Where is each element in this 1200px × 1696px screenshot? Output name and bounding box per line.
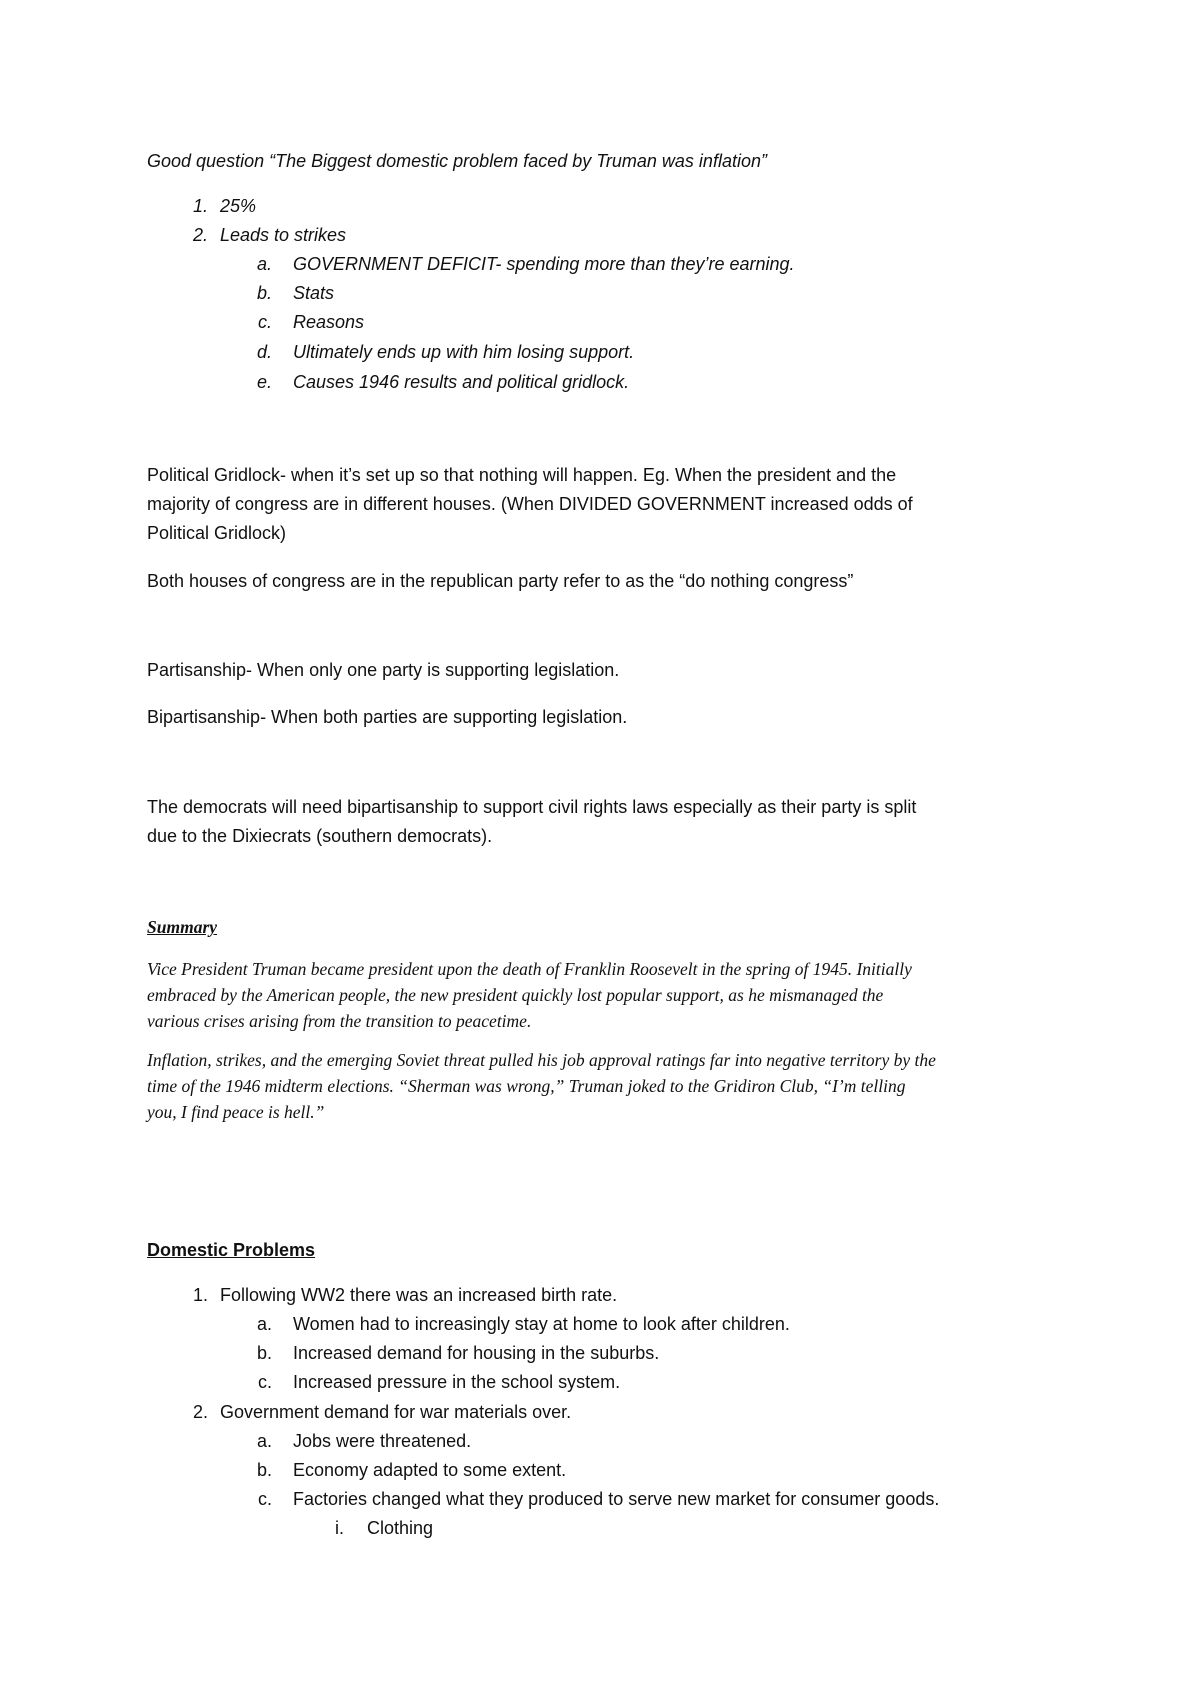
list-marker: c. [257,1372,272,1392]
gridlock-definition-line: majority of congress are in different houses. (When DIVIDED GOVERNMENT increased odds of [147,494,913,514]
list-marker: d. [256,342,272,362]
list-item: Increased demand for housing in the suburbs. [293,1343,660,1363]
list-item: Factories changed what they produced to serve new market for consumer goods. [293,1489,940,1509]
list-item: Ultimately ends up with him losing support. [293,342,635,362]
list-item: Reasons [293,312,365,332]
list-item: Leads to strikes [220,225,347,245]
partisanship-definition: Partisanship- When only one party is supporting legislation. [147,660,620,680]
democrats-note-line: The democrats will need bipartisanship to support civil rights laws especially as their party is split [147,797,917,817]
list-item: Following WW2 there was an increased birth rate. [220,1285,618,1305]
list-item: Economy adapted to some extent. [293,1460,567,1480]
list-item: Increased pressure in the school system. [293,1372,621,1392]
list-item: Government demand for war materials over. [220,1402,572,1422]
summary-paragraph-line: Vice President Truman became president upon the death of Franklin Roosevelt in the spring of 1945. Initially [147,959,912,979]
list-item: GOVERNMENT DEFICIT- spending more than they’re earning. [293,254,795,274]
list-item: Clothing [367,1518,434,1538]
list-item: Women had to increasingly stay at home to look after children. [293,1314,790,1334]
list-marker: 2. [192,225,208,245]
gridlock-definition-line: Political Gridlock) [147,523,287,543]
gridlock-definition-line: Political Gridlock- when it’s set up so that nothing will happen. Eg. When the president and the [147,465,897,485]
summary-heading: Summary [147,917,218,937]
democrats-note-line: due to the Dixiecrats (southern democrats). [147,826,493,846]
summary-paragraph-line: embraced by the American people, the new president quickly lost popular support, as he mismanaged the [147,985,884,1005]
list-marker: a. [256,1314,272,1334]
list-marker: 2. [192,1402,208,1422]
list-marker: 1. [192,196,208,216]
list-marker: c. [257,1489,272,1509]
do-nothing-congress-line: Both houses of congress are in the republican party refer to as the “do nothing congress” [147,571,854,591]
list-marker: b. [256,283,272,303]
list-marker: i. [335,1518,344,1538]
domestic-problems-heading: Domestic Problems [147,1240,316,1260]
question-line: Good question “The Biggest domestic problem faced by Truman was inflation” [147,151,767,171]
list-item: Causes 1946 results and political gridlock. [293,372,630,392]
list-marker: a. [256,254,272,274]
list-marker: c. [257,312,272,332]
summary-paragraph-line: various crises arising from the transition to peacetime. [147,1011,532,1031]
summary-paragraph-line: Inflation, strikes, and the emerging Soviet threat pulled his job approval ratings far into negative territory by the [147,1050,936,1070]
list-marker: b. [256,1460,272,1480]
list-item: 25% [220,196,257,216]
list-item: Stats [293,283,335,303]
summary-paragraph-line: time of the 1946 midterm elections. “Sherman was wrong,” Truman joked to the Gridiron Club, “I’m telling [147,1076,906,1096]
bipartisanship-definition: Bipartisanship- When both parties are supporting legislation. [147,707,628,727]
list-marker: e. [256,372,272,392]
list-marker: a. [256,1431,272,1451]
list-marker: 1. [192,1285,208,1305]
list-marker: b. [256,1343,272,1363]
list-item: Jobs were threatened. [293,1431,472,1451]
summary-paragraph-line: you, I find peace is hell.” [147,1102,325,1122]
